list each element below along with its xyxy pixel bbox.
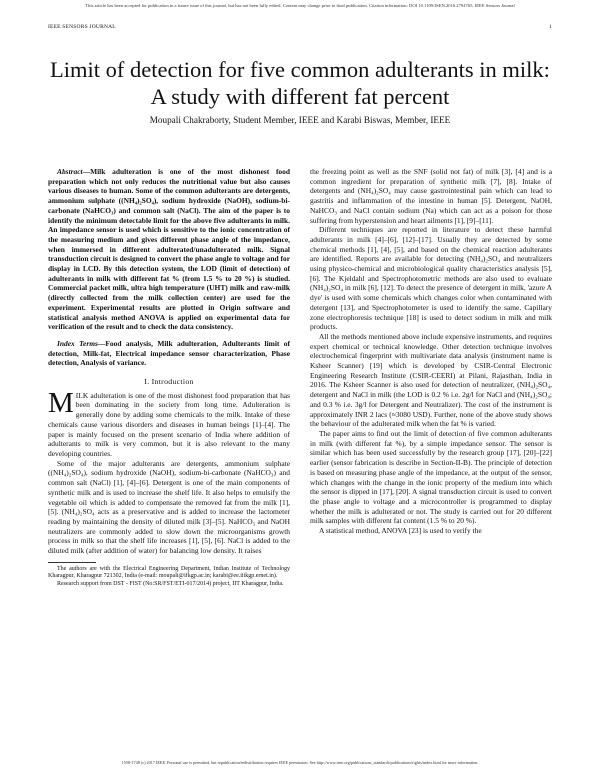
author-line: Moupali Chakraborty, Student Member, IEEE and Karabi Biswas, Member, IEEE <box>149 115 451 125</box>
right-paragraph-4: The paper aims to find out the limit of detection of five common adulterants in milk (with different fat %), by a simple impedance sensor. The sensor is similar which has been used successfully by the research group [17], [20]–[22] earlier (sensor fabrication is describe in Section-II-B). The principle of detection is based on measuring phase angle of the impedance, at the output of the sensor, which changes with the change in the ionic property of the medium into which the sensor is dipped in [17], [20]. A signal transduction circuit is used to convert the phase angle to voltage and a microcontroller is programmed to display whether the milk is adulterated or not. The study is carried out for 20 different milk samples with different fat content (1.5 % to 20 %). <box>310 428 552 526</box>
page-number: 1 <box>549 24 552 30</box>
abstract-text: —Milk adulteration is one of the most dishonest food preparation which not only reduces the nutritional value but also causes various diseases to human. Some of the common adulterants are detergents, ammonium sulphate ((NH₄)₂SO₄), sodium hydroxide (NaOH), sodium-bi-carbonate (NaHCO₃) and common salt (NaCl). The aim of the paper is to identify the minimum detectable limit for the above five adulterants in milk. An impedance sensor is used which is sensitive to the ionic concentration of the measuring medium and gives different phase angle of the impedance, when immersed in different adulterated/unadulterated milk. Signal transduction circuit is designed to convert the phase angle to voltage and for display in LCD. By this detection system, the LOD (limit of detection) of adulterants in milk with different fat % (from 1.5 % to 20 %) is studied. Commercial packet milk, ultra high temperature (UHT) milk and raw-milk (directly collected from the milk collection center) are used for the experiment. Experimental results are plotted in Origin software and statistical analysis method ANOVA is applied on experimental data for verification of the result and to check the data consistency. <box>48 167 290 332</box>
journal-name: IEEE SENSORS JOURNAL <box>48 24 116 30</box>
abstract <box>48 167 290 332</box>
right-paragraph-3: All the methods mentioned above include expensive instruments, and requires expert chemical or technical knowledge. Other detection technique involves electrochemical fingerprint with multivariate data analysis (instrument name is Ksheer Scanner) [19] which is developed by CSIR-Central Electronic Engineering Research Institute (CSIR-CEERI) at Pilani, Rajasthan, India in 2016. The Ksheer Scanner is also used for detection of neutralizer, (NH₄)₂SO₄, detergent and NaCl in milk (the LOD is 0.2 % i.e. 2g/l for NaCl and (NH₄)₂SO₄; and 0.3 % i.e. 3g/l for Detergent and Neutralizer). The cost of the instrument is approximately INR 2 lacs (≈3080 USD). Further, none of the above study shows the behaviour of the adulterated milk when the fat % is varied. <box>310 331 552 429</box>
intro-paragraph-1-text: ILK adulteration is one of the most dishonest food preparation that has been dominating in the society from long time. Adulteration is generally done by adding some chemicals to the milk. Intake of these chemicals cause various disorders and diseases in human beings [1]–[4]. The paper is mainly focused on the present scenario of India where addition of adulterants to milk is very common, but it is also relevant to the many developing countries. <box>48 390 290 458</box>
right-paragraph-2: Different techniques are reported in literature to detect these harmful adulterants in milk [4]–[6], [12]–[17]. Usually they are detected by some chemical methods [1], [4], [5], and based on the chemical reaction adulterants are identified. Reports are available for detecting (NH₄)₂SO₄ and neutralizers using physico-chemical and microbiological quality characteristics analysis [5], [6]. The Kjeldahl and Spectrophotometric methods are also used to evaluate (NH₄)₂SO₄ in milk [6], [12]. To detect the presence of detergent in milk, 'azure A dye' is used with some chemicals which changes color when contaminated with detergent [13], and Spectrophotometer is used to identify the same. Capillary zone electrophoresis technique [18] is used to detect sodium in milk and milk products. <box>310 225 552 332</box>
right-paragraph-1: the freezing point as well as the SNF (solid not fat) of milk [3], [4] and is a common ingredient for preparation of synthetic milk [7], [8]. Intake of detergents and (NH₄)₂SO₄ may cause gastrointestinal pain which can lead to gastritis and inflammation of the intestine in human [5]. Detergent, NaOH, NaHCO₃ and NaCl contain sodium (Na) which can act as a poison for those suffering from hyperstension and heart ailments [1], [9]–[11]. <box>310 167 552 225</box>
copyright-footer: 1558-1748 (c) 2017 IEEE. Personal use is permitted, but republication/redistribution requires IEEE permission. See http://www.ieee.org/publications_standards/publications/rights/index.html for more information. <box>121 760 479 765</box>
left-column <box>48 167 290 589</box>
footnote-affiliation: The authors are with the Electrical Engineering Department, Indian Institute of Technology Kharagpur, Kharagpur 721302, India (e-mail: moupali@ifkgp.ac.in; karabi@ee.iitkgp.ernet.in). <box>48 565 290 580</box>
right-paragraph-5: A statistical method, ANOVA [23] is used to verify the <box>319 526 482 536</box>
index-terms <box>48 339 290 368</box>
right-column <box>310 167 552 536</box>
intro-paragraph-1 <box>48 386 290 459</box>
section-heading-introduction: I. Introduction <box>144 377 194 387</box>
index-terms-lead: Index Terms <box>57 338 98 348</box>
drop-cap: M <box>48 386 74 419</box>
abstract-lead: Abstract <box>57 167 83 176</box>
footnote-divider <box>48 562 96 563</box>
footnote-funding: Research support from DST - FIST (No:SR/FST/ETI-017/2014) project, IIT Kharagpur, India. <box>57 580 284 587</box>
paper-title: Limit of detection for five common adulterants in milk: A study with different fat percent <box>50 57 550 109</box>
index-terms-text: —Food analysis, Milk adulteration, Adulterants limit of detection, Milk-fat, Electrical impedance sensor characterization, Phase detection, Analysis of variance. <box>48 338 290 368</box>
running-head <box>48 24 552 32</box>
acceptance-banner: This article has been accepted for publication in a future issue of this journal, but has not been fully edited. Content may change prior to final publication. Citation information: DOI 10.1109/JSEN.2016.2794765, IEEE Sensors Journal <box>85 3 515 8</box>
intro-paragraph-2: Some of the major adulterants are detergents, ammonium sulphate ((NH₄)₂SO₄), sodium hydroxide (NaOH), sodium-bi-carbonate (NaHCO₃) and common salt (NaCl) [1], [4]–[6]. Detergent is one of the main components of synthetic milk and is used to increase the shelf life. It also helps to emulsify the vegetable oil which is added to compensate the removed fat from the milk [1], [5]. (NH₄)₂SO₄ acts as a preservative and is added to increase the lactometer reading by maintaining the density of diluted milk [3]–[5]. NaHCO₃ and NaOH neutralizers are commonly added to slow down the microorganisms growth process in milk so that the shelf life increases [1], [5], [6]. NaCl is added to the diluted milk (after addition of water) for balancing low density. It raises <box>48 458 290 556</box>
